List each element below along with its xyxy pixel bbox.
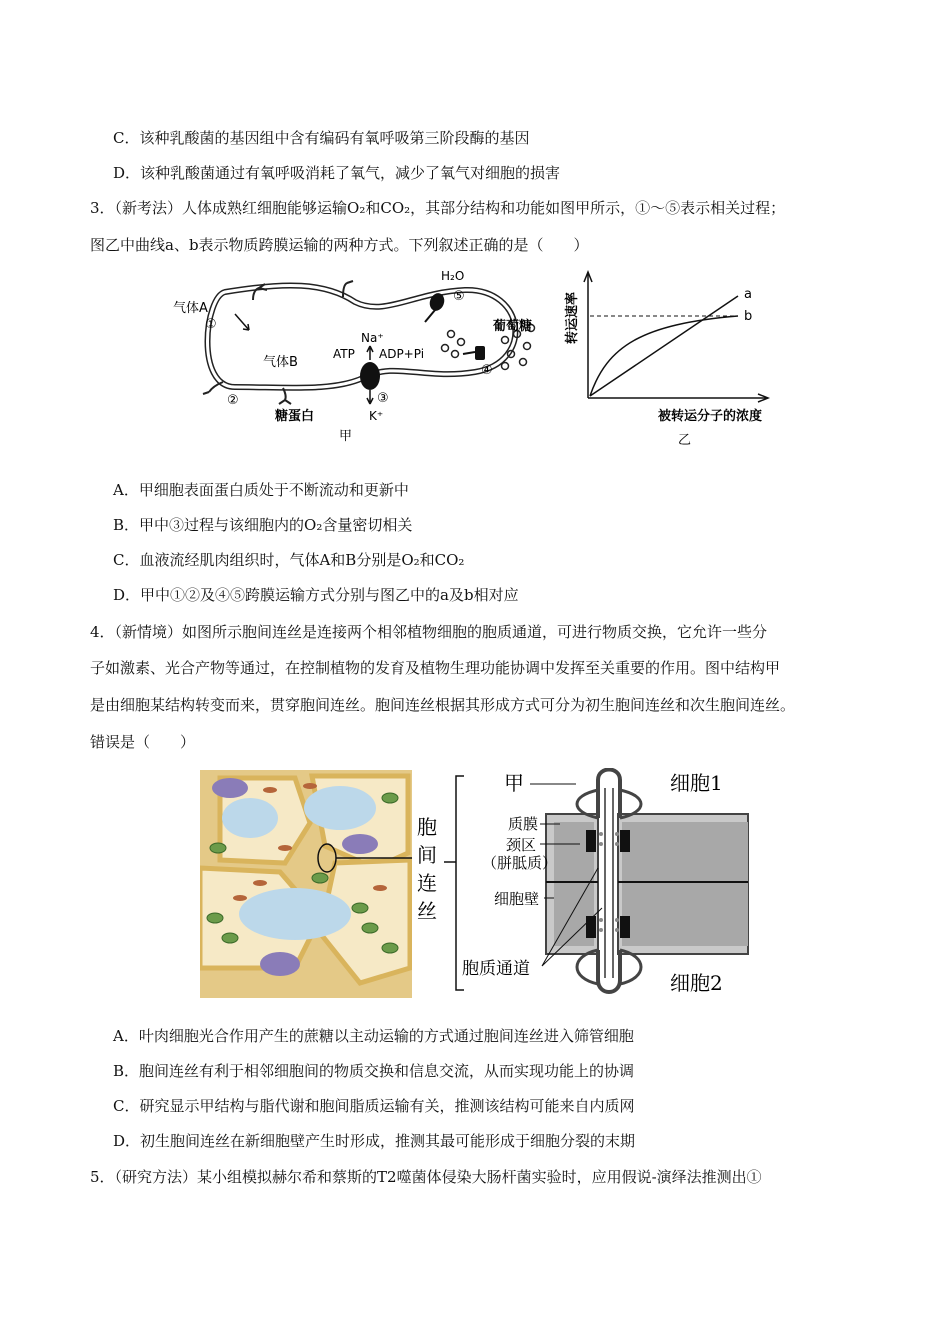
- curve-b-label: b: [744, 309, 753, 324]
- label-glucose: 葡萄糖: [493, 319, 533, 334]
- label-process-5: ⑤: [453, 289, 465, 304]
- curve-b-line: [590, 316, 738, 396]
- figure-yi-caption: 乙: [678, 433, 692, 448]
- q3-stem-line1: 3．（新考法）人体成熟红细胞能够运输O₂和CO₂，其部分结构和功能如图甲所示，①～⑤表示相关过程；: [90, 199, 786, 217]
- label-gas-a: 气体A: [173, 301, 208, 316]
- label-membrane: 质膜: [508, 815, 539, 833]
- bracket-label-char2: 间: [417, 843, 437, 867]
- q4-option-a: A．叶肉细胞光合作用产生的蔗糖以主动运输的方式通过胞间连丝进入筛管细胞: [113, 1027, 634, 1045]
- label-h2o: H₂O: [441, 269, 465, 283]
- label-neck: 颈区: [506, 836, 537, 854]
- label-callose: （胼胝质）: [482, 854, 558, 872]
- q4-stem-line1: 4．（新情境）如图所示胞间连丝是连接两个相邻植物细胞的胞质通道，可进行物质交换，它允许一些分: [90, 623, 768, 641]
- label-glycoprotein: 糖蛋白: [275, 409, 315, 424]
- label-cell-2: 细胞2: [670, 971, 723, 995]
- q3-option-b: B．甲中③过程与该细胞内的O₂含量密切相关: [113, 516, 413, 534]
- q4-stem-line4: 错误是（ ）: [90, 733, 196, 751]
- q2-option-c: C．该种乳酸菌的基因组中含有编码有氧呼吸第三阶段酶的基因: [113, 129, 530, 147]
- label-cytoplasmic-channel: 胞质通道: [462, 959, 530, 979]
- bracket-label-char4: 丝: [417, 899, 437, 923]
- label-process-1: ①: [205, 317, 217, 332]
- bracket-label-char1: 胞: [417, 815, 437, 839]
- label-k: K⁺: [369, 409, 384, 423]
- label-process-3: ③: [377, 391, 389, 406]
- q4-stem-line2: 子如激素、光合产物等通过，在控制植物的发育及植物生理功能协调中发挥至关重要的作用。图中结构甲: [90, 659, 781, 677]
- curve-a-line: [590, 296, 738, 396]
- label-cell-1: 细胞1: [670, 771, 723, 795]
- x-axis-label: 被转运分子的浓度: [658, 409, 763, 424]
- bracket-label-char3: 连: [417, 871, 437, 895]
- figure-plasmodesmata: [200, 768, 760, 1002]
- label-na: Na⁺: [361, 331, 384, 345]
- figure-yi-transport-graph: [562, 266, 782, 450]
- plasmodesma-cross-section: [546, 770, 748, 993]
- q4-stem-line3: 是由细胞某结构转变而来，贯穿胞间连丝。胞间连丝根据其形成方式可分为初生胞间连丝和次生胞间连丝。: [90, 696, 796, 714]
- q4-option-b: B．胞间连丝有利于相邻细胞间的物质交换和信息交流，从而实现功能上的协调: [113, 1062, 635, 1080]
- q3-option-d: D．甲中①②及④⑤跨膜运输方式分别与图乙中的a及b相对应: [113, 586, 519, 604]
- label-process-4: ④: [481, 363, 493, 378]
- figure-jia-red-blood-cell: [165, 262, 545, 448]
- y-axis-label: 转运速率: [565, 291, 580, 345]
- label-process-2: ②: [227, 393, 239, 408]
- curve-a-label: a: [744, 287, 752, 302]
- figure-jia-caption: 甲: [339, 429, 353, 444]
- label-atp: ATP: [333, 347, 355, 361]
- label-gas-b: 气体B: [263, 355, 298, 370]
- plant-tissue-illustration: [200, 770, 412, 998]
- q3-stem-line2: 图乙中曲线a、b表示物质跨膜运输的两种方式。下列叙述正确的是（ ）: [90, 236, 589, 254]
- label-jia: 甲: [504, 771, 524, 795]
- q3-option-c: C．血液流经肌肉组织时，气体A和B分别是O₂和CO₂: [113, 551, 465, 569]
- q3-option-a: A．甲细胞表面蛋白质处于不断流动和更新中: [113, 481, 409, 499]
- q5-stem-line1: 5．（研究方法）某小组模拟赫尔希和蔡斯的T2噬菌体侵染大肠杆菌实验时，应用假说-演绎法推测出①: [90, 1168, 762, 1186]
- q4-option-c: C．研究显示甲结构与脂代谢和胞间脂质运输有关，推测该结构可能来自内质网: [113, 1097, 635, 1115]
- label-cell-wall: 细胞壁: [494, 890, 540, 908]
- q4-option-d: D．初生胞间连丝在新细胞壁产生时形成，推测其最可能形成于细胞分裂的末期: [113, 1132, 636, 1150]
- q2-option-d: D．该种乳酸菌通过有氧呼吸消耗了氧气，减少了氧气对细胞的损害: [113, 164, 561, 182]
- label-adp-pi: ADP+Pi: [379, 347, 425, 361]
